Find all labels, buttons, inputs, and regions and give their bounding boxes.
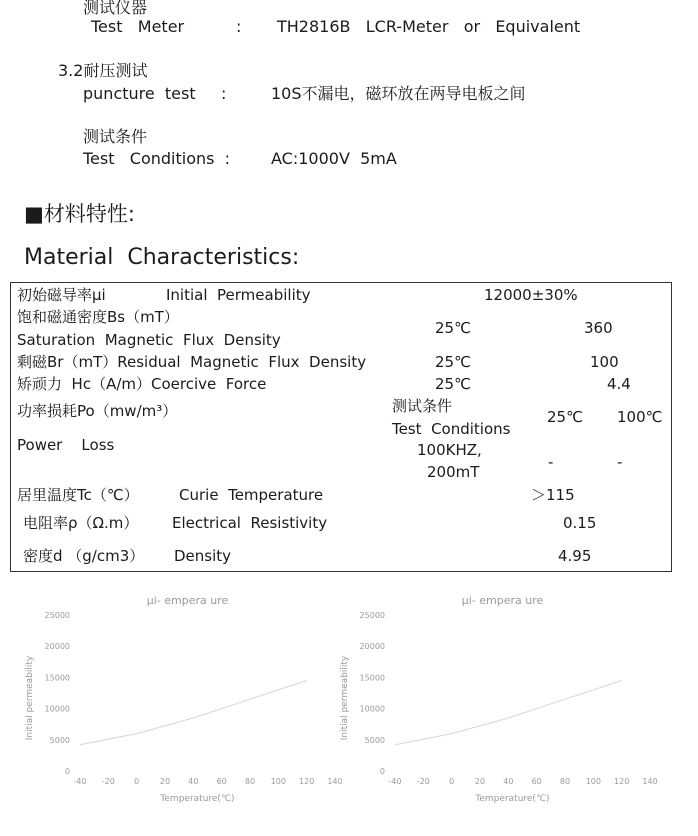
residual-value: 100: [590, 353, 619, 371]
y-tick-label: 5000: [49, 735, 70, 745]
y-tick-label: 15000: [359, 673, 385, 683]
initial-permeability-en: Initial Permeability: [166, 286, 311, 304]
test-meter-heading: 测试仪器: [83, 0, 148, 17]
series-line: [80, 681, 307, 745]
y-tick-label: 25000: [359, 611, 385, 620]
material-table: [10, 282, 672, 572]
initial-permeability-cn: 初始磁导率μi: [17, 286, 106, 304]
saturation-value: 360: [584, 319, 613, 337]
puncture-colon: :: [221, 84, 227, 103]
power-loss-value-25: -: [548, 453, 554, 471]
x-tick-label: 120: [299, 777, 315, 786]
power-loss-temp-25: 25℃: [547, 408, 583, 426]
test-conditions-value: AC:1000V 5mA: [271, 149, 397, 168]
x-tick-label: 100: [270, 777, 286, 786]
x-tick-label: -40: [388, 777, 402, 786]
test-meter-colon: :: [236, 17, 242, 36]
puncture-value: 10S不漏电，磁环放在两导电板之间: [271, 84, 526, 103]
x-tick-label: 20: [159, 777, 171, 786]
y-tick-label: 15000: [44, 673, 70, 683]
puncture-label: puncture test: [83, 84, 196, 103]
saturation-en: Saturation Magnetic Flux Density: [17, 331, 281, 349]
residual-label: 剩磁Br（mT）Residual Magnetic Flux Density: [17, 353, 367, 371]
x-tick-label: -20: [416, 777, 430, 786]
power-loss-frequency: 100KHZ,: [417, 441, 482, 459]
x-tick-label: 40: [503, 777, 514, 786]
initial-permeability-value: 12000±30%: [484, 286, 578, 304]
power-loss-en: Power Loss: [17, 436, 115, 454]
power-loss-flux: 200mT: [427, 463, 480, 481]
x-tick-label: 80: [559, 777, 571, 786]
resistivity-en: Electrical Resistivity: [172, 514, 328, 532]
power-loss-conditions-cn: 测试条件: [392, 397, 453, 415]
y-tick-label: 5000: [364, 735, 385, 745]
saturation-cn: 饱和磁通密度Bs（mT）: [17, 308, 179, 326]
x-tick-label: 40: [188, 777, 199, 786]
x-tick-label: 140: [327, 777, 343, 786]
test-conditions-heading: 测试条件: [83, 127, 148, 146]
resistivity-value: 0.15: [563, 514, 597, 532]
y-tick-label: 20000: [359, 642, 385, 652]
curie-value: ＞115: [531, 486, 575, 504]
x-axis-label: Temperature(℃): [160, 794, 235, 804]
y-axis-label: Initial permeability: [25, 655, 35, 741]
saturation-temp: 25℃: [435, 319, 471, 337]
x-tick-label: 0: [134, 777, 140, 786]
y-tick-label: 20000: [44, 642, 70, 652]
test-meter-value: TH2816B LCR-Meter or Equivalent: [277, 17, 581, 36]
y-tick-label: 0: [379, 767, 385, 776]
x-tick-label: -40: [73, 777, 87, 786]
puncture-section-title: 3.2耐压测试: [58, 61, 148, 80]
x-tick-label: 20: [474, 777, 486, 786]
y-axis-label: Initial permeability: [340, 655, 350, 741]
residual-temp: 25℃: [435, 353, 471, 371]
material-heading-cn: ■材料特性:: [24, 202, 135, 226]
power-loss-conditions-en: Test Conditions: [392, 420, 511, 438]
curie-en: Curie Temperature: [179, 486, 324, 504]
x-tick-label: 100: [585, 777, 601, 786]
x-tick-label: 140: [642, 777, 658, 786]
permeability-temperature-chart-right: [325, 592, 665, 812]
curie-cn: 居里温度Tc（℃）: [17, 486, 139, 504]
x-tick-label: 80: [244, 777, 256, 786]
x-axis-label: Temperature(℃): [475, 794, 550, 804]
material-heading-en: Material Characteristics:: [24, 245, 300, 270]
test-meter-label: Test Meter: [91, 17, 185, 36]
x-tick-label: 60: [531, 777, 542, 786]
chart-title: μi- empera ure: [461, 594, 544, 607]
density-cn: 密度d （g/cm3）: [23, 547, 145, 565]
chart-title: μi- empera ure: [146, 594, 229, 607]
power-loss-temp-100: 100℃: [617, 408, 663, 426]
permeability-temperature-chart-left: [10, 592, 350, 812]
power-loss-value-100: -: [617, 453, 623, 471]
density-value: 4.95: [558, 547, 592, 565]
x-tick-label: 0: [449, 777, 455, 786]
power-loss-cn: 功率损耗Po（mw/m³）: [17, 402, 178, 420]
y-tick-label: 0: [64, 767, 70, 776]
density-en: Density: [174, 547, 232, 565]
coercive-temp: 25℃: [435, 375, 471, 393]
x-tick-label: 120: [614, 777, 630, 786]
y-tick-label: 10000: [359, 704, 385, 714]
test-conditions-label: Test Conditions :: [83, 149, 231, 168]
coercive-label: 矫顽力 Hc（A/m）Coercive Force: [17, 375, 267, 393]
x-tick-label: 60: [216, 777, 227, 786]
x-tick-label: -20: [101, 777, 115, 786]
coercive-value: 4.4: [607, 375, 631, 393]
y-tick-label: 10000: [44, 704, 70, 714]
y-tick-label: 25000: [44, 611, 70, 620]
resistivity-cn: 电阻率ρ（Ω.m）: [23, 514, 139, 532]
series-line: [395, 681, 622, 745]
